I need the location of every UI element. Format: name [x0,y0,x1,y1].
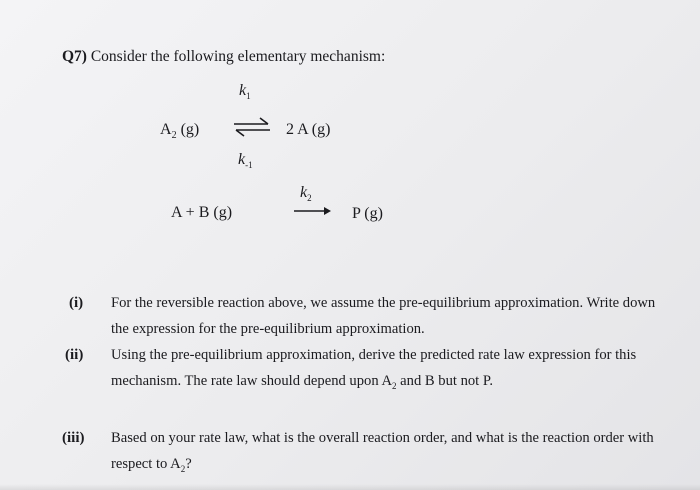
step2-product: P (g) [352,205,383,222]
k2-label: $k_2$ [300,184,312,204]
page-bottom-shadow [0,484,700,490]
step1-product: 2 A (g) [286,121,331,138]
step1-reactant: $A_2$ (g) [160,121,200,142]
question-text: Consider the following elementary mechanism: [90,48,386,65]
part-ii-text: Using the pre-equilibrium approximation, derive the predicted rate law expression for this mechanism. The rate law should depend upon $A_2$ and B but not P. [111,347,637,391]
k-minus1-label: $k_{-1}$ [238,151,253,171]
question-number: Q7) [62,48,87,65]
equilibrium-arrow-icon [232,116,272,138]
forward-arrow-icon [292,204,332,218]
part-iii-label: (iii) [62,430,85,446]
step2-reactants: A + B (g) [171,204,233,221]
part-ii-label: (ii) [65,347,84,363]
part-iii-text: Based on your rate law, what is the overall reaction order, and what is the reaction order with respect to $A_2$? [111,430,654,474]
question-title [62,48,385,66]
k1-label: $k_1$ [239,82,251,102]
part-i-label: (i) [69,295,84,311]
part-i-text: For the reversible reaction above, we assume the pre-equilibrium approximation. Write down the expression for the pre-equilibrium approximation. [111,295,656,337]
